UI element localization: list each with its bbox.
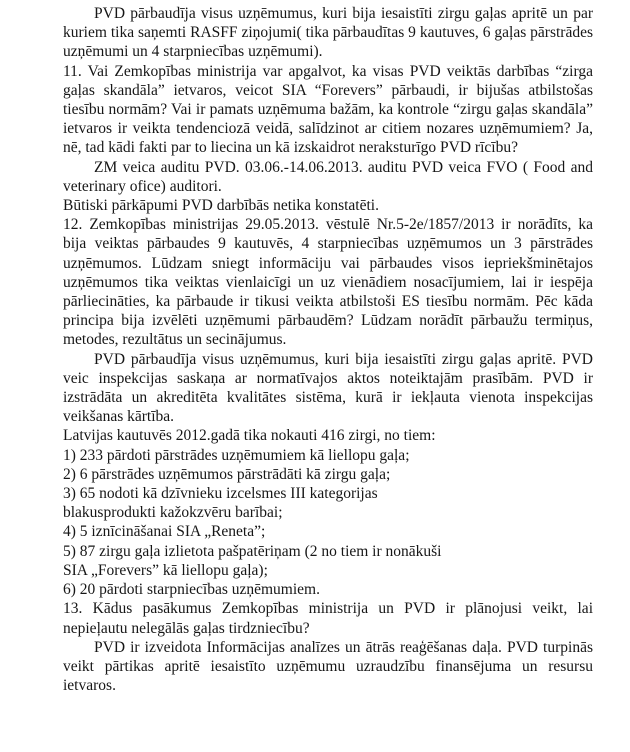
question-11-paragraph: 11. Vai Zemkopības ministrija var apgalvot, ka visas PVD veiktās darbības “zirga gaļas skandāla” ietvaros, veicot SIA “Forevers” pārbaudi, ir bijušas atbilstošas tiesību normām? Vai ir pamats uzņēmuma bažām, ka kontrole “zirgu gaļas skandāla” ietvaros ir veikta tendenciozā veidā, salīdzinot ar citiem nozares uzņēmumiem? Ja, nē, tad kādi fakti par to liecina un kā izskaidrot neraksturīgo PVD rīcību? [63,62,593,157]
list-item-4: 4) 5 iznīcināšanai SIA „Reneta”; [63,523,266,541]
list-item-3-line-2: blakusprodukti kažokzvēru barībai; [63,504,283,522]
answer-13-paragraph: PVD ir izveidota Informācijas analīzes un ātrās reaģēšanas daļa. PVD turpinās veikt pārtikas apritē iesaistīto uzņēmumu uzraudzību finansējuma un resursu ietvaros. [63,638,593,695]
question-12-paragraph: 12. Zemkopības ministrijas 29.05.2013. vēstulē Nr.5-2e/1857/2013 ir norādīts, ka bija veiktas pārbaudes 9 kautuvēs, 4 starpniecības uzņēmumos un 3 pārstrādes uzņēmumos. Lūdzam sniegt informāciju vai pārbaudes visos iepriekšminētajos uzņēmumos tika veiktas vienlaicīgi un uz vienādiem nosacījumiem, lai ir iespēja pārliecināties, ka pārbaude ir tikusi veikta atbilstoši ES tiesību normām. Pēc kāda principa bija izvēlēti uzņēmumi pārbaudēm? Lūdzam norādīt pārbaužu termiņus, metodes, rezultātus un secinājumus. [63,216,593,349]
intro-paragraph: PVD pārbaudīja visus uzņēmumus, kuri bija iesaistīti zirgu gaļas apritē un par kuriem tika saņemti RASFF ziņojumi( tika pārbaudītas 9 kautuves, 6 gaļas pārstrādes uzņēmumi un 4 starpniecības uzņēmumi). [63,5,593,61]
list-item-5-line-2: SIA „Forevers” kā liellopu gaļa); [63,561,268,579]
answer-12-stats-lead: Latvijas kautuvēs 2012.gadā tika nokauti 416 zirgi, no tiem: [63,427,436,445]
list-item-6: 6) 20 pārdoti starpniecības uzņēmumiem. [63,581,320,599]
answer-12-overview-paragraph: PVD pārbaudīja visus uzņēmumus, kuri bija iesaistīti zirgu gaļas apritē. PVD veic inspekcijas saskaņa ar normatīvajos aktos noteiktajām prasībām. PVD ir izstrādāta un akreditēta kvalitātes sistēma, kurā ir iekļauta vienota inspekcijas veikšanas kārtība. [63,350,593,426]
answer-11-result-paragraph: Būtiski pārkāpumi PVD darbībās netika konstatēti. [63,197,379,215]
question-13-paragraph: 13. Kādus pasākumus Zemkopības ministrija un PVD ir plānojusi veikt, lai nepieļautu nelegālās gaļas tirdzniecību? [63,600,593,637]
answer-11-audit-paragraph: ZM veica auditu PVD. 03.06.-14.06.2013. auditu PVD veica FVO ( Food and veterinary ofice) auditori. [63,158,593,195]
list-item-3-line-1: 3) 65 nodoti kā dzīvnieku izcelsmes III kategorijas [63,485,378,503]
list-item-2: 2) 6 pārstrādes uzņēmumos pārstrādāti kā zirgu gaļa; [63,465,391,483]
list-item-5-line-1: 5) 87 zirgu gaļa izlietota pašpatēriņam (2 no tiem ir nonākuši [63,542,442,560]
list-item-1: 1) 233 pārdoti pārstrādes uzņēmumiem kā liellopu gaļa; [63,446,410,464]
